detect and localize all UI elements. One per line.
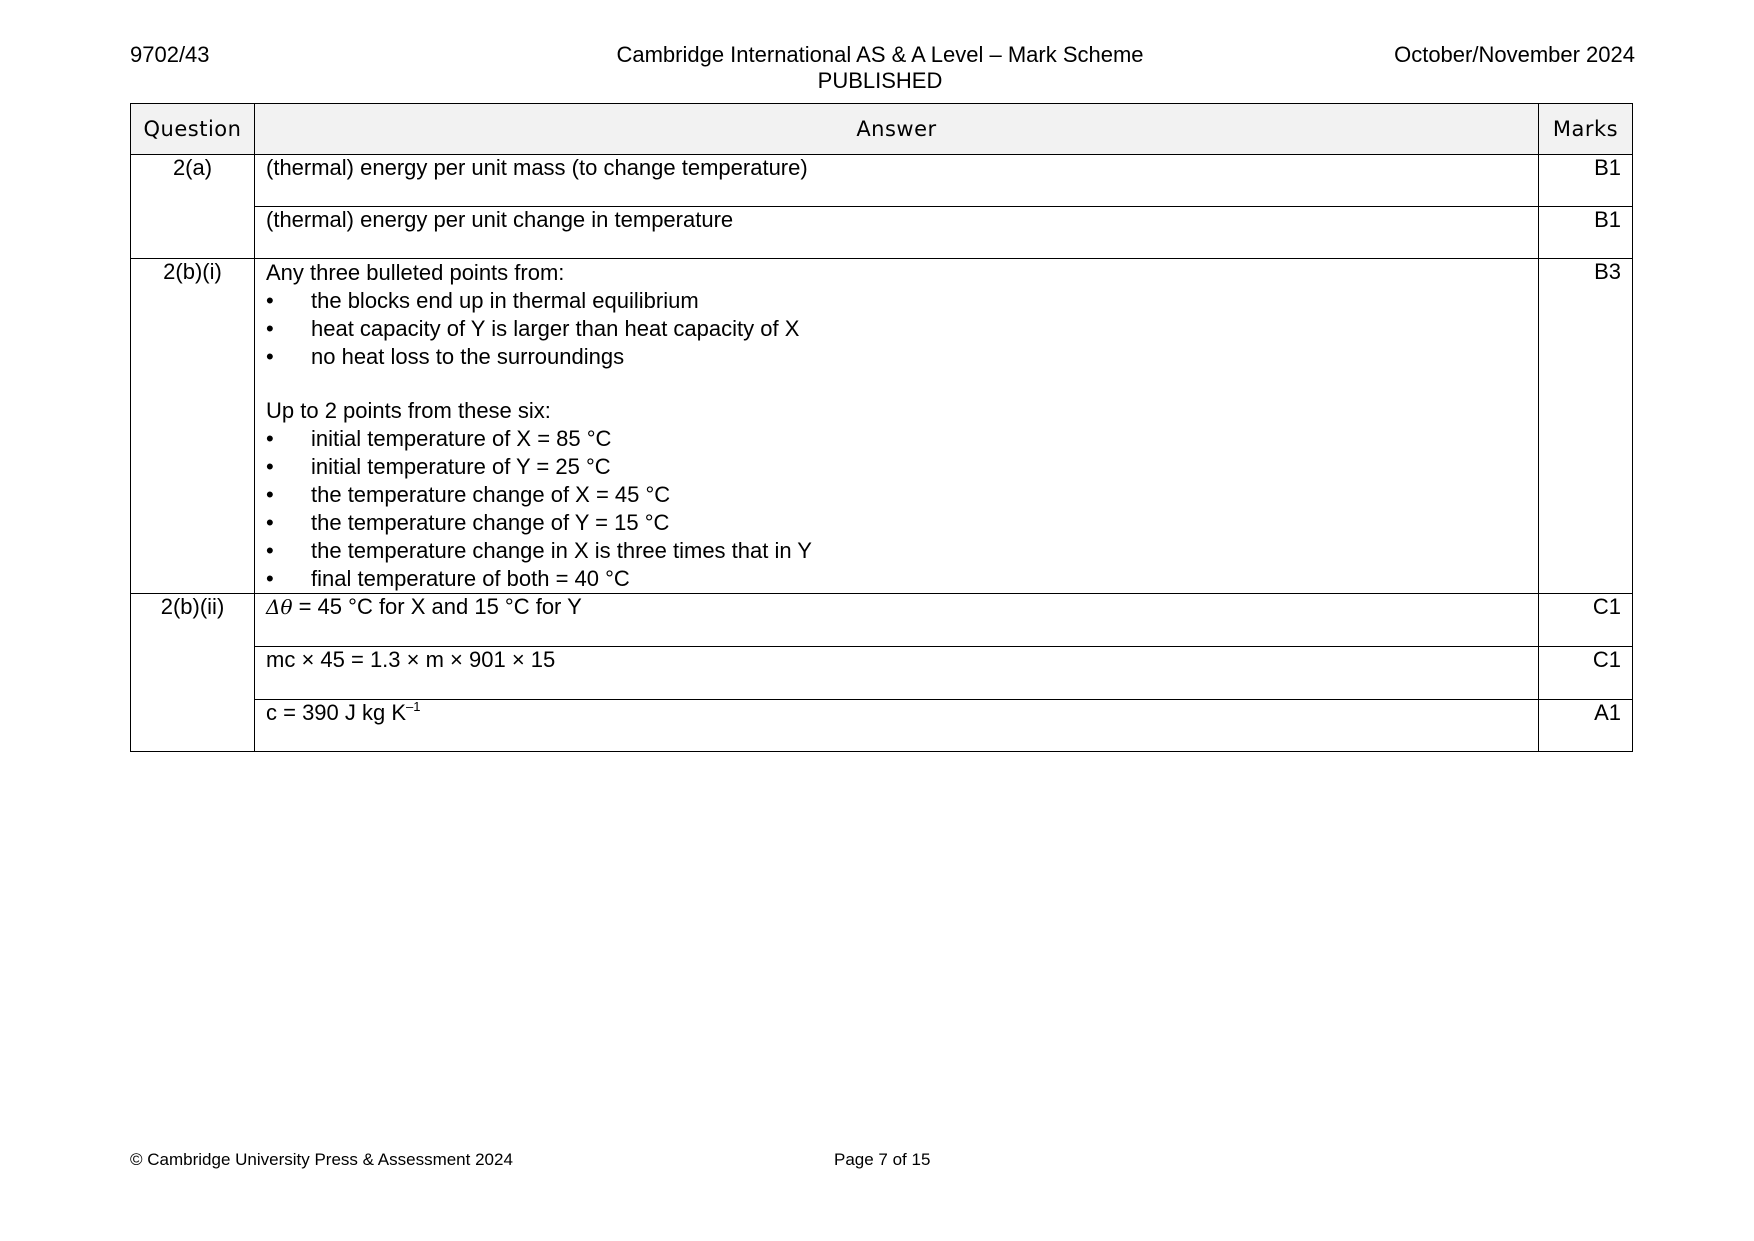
- mark-code: C1: [1539, 594, 1633, 647]
- header-answer: Answer: [255, 104, 1539, 155]
- answer-text: [255, 594, 1539, 647]
- table-row: [131, 647, 1633, 700]
- bullet-list-optional: [266, 425, 1527, 593]
- table-row: [131, 594, 1633, 647]
- table-header-row: [131, 104, 1633, 155]
- list-item: • the temperature change in X is three times that in Y: [266, 537, 1527, 565]
- header-marks: Marks: [1539, 104, 1633, 155]
- mark-code: B3: [1539, 259, 1633, 594]
- document-status: PUBLISHED: [817, 68, 943, 94]
- table-row: [131, 155, 1633, 207]
- delta-theta-symbol: Δθ: [266, 595, 293, 619]
- bullet-list-required: [266, 287, 1527, 371]
- list-item: • the blocks end up in thermal equilibrium: [266, 287, 1527, 315]
- table-row: [131, 207, 1633, 259]
- question-label-2bi: 2(b)(i): [131, 259, 255, 594]
- unit-exponent: –1: [406, 699, 421, 714]
- answer-text: (thermal) energy per unit mass (to change temperature): [255, 155, 1539, 207]
- list-item: • heat capacity of Y is larger than heat capacity of X: [266, 315, 1527, 343]
- answer-text: [255, 700, 1539, 752]
- list-item: • initial temperature of Y = 25 °C: [266, 453, 1527, 481]
- mark-code: C1: [1539, 647, 1633, 700]
- question-label-2a: 2(a): [131, 155, 255, 259]
- answer-intro: Any three bulleted points from:: [266, 260, 565, 285]
- list-item: • the temperature change of Y = 15 °C: [266, 509, 1527, 537]
- list-item: • the temperature change of X = 45 °C: [266, 481, 1527, 509]
- mark-code: B1: [1539, 207, 1633, 259]
- answer-text: (thermal) energy per unit change in temperature: [255, 207, 1539, 259]
- list-item: • no heat loss to the surroundings: [266, 343, 1527, 371]
- document-title: Cambridge International AS & A Level – Mark Scheme: [616, 42, 1144, 67]
- question-label-2bii: 2(b)(ii): [131, 594, 255, 752]
- answer-text-rest: = 45 °C for X and 15 °C for Y: [292, 594, 582, 619]
- table-row: [131, 700, 1633, 752]
- page-number: Page 7 of 15: [834, 1150, 931, 1169]
- list-item: • initial temperature of X = 85 °C: [266, 425, 1527, 453]
- mark-code: B1: [1539, 155, 1633, 207]
- table-row: [131, 259, 1633, 594]
- exam-session: October/November 2024: [1394, 42, 1635, 67]
- answer-block: [255, 259, 1539, 594]
- copyright-notice: © Cambridge University Press & Assessment 2024: [130, 1150, 513, 1169]
- answer-intro-secondary: Up to 2 points from these six:: [266, 398, 551, 423]
- header-question: Question: [131, 104, 255, 155]
- answer-text-main: c = 390 J kg K: [266, 700, 407, 725]
- mark-code: A1: [1539, 700, 1633, 752]
- paper-code: 9702/43: [130, 42, 210, 67]
- answer-text: mc × 45 = 1.3 × m × 901 × 15: [255, 647, 1539, 700]
- mark-scheme-table: [130, 103, 1633, 752]
- list-item: • final temperature of both = 40 °C: [266, 565, 1527, 593]
